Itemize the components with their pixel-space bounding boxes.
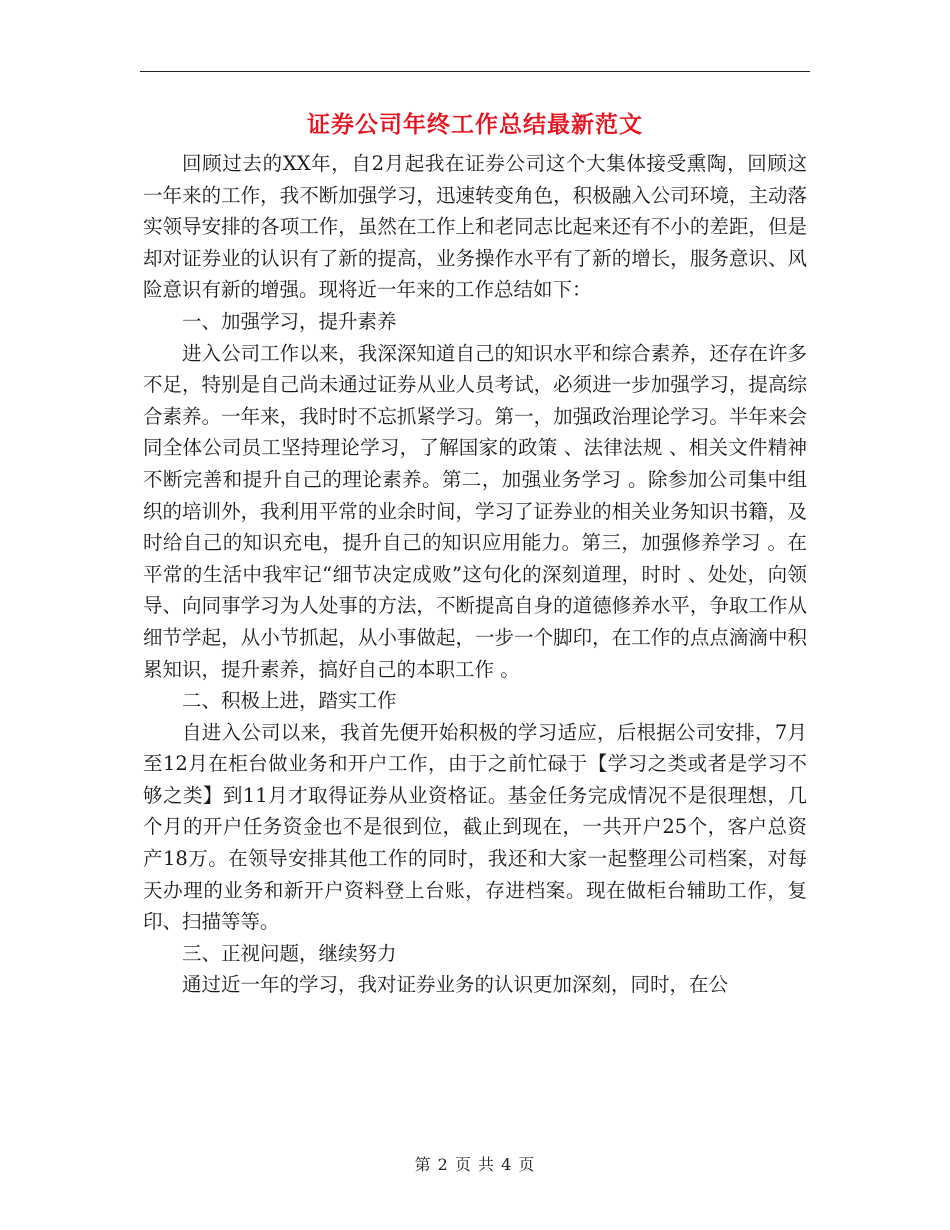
section-heading-2: 二、积极上进，踏实工作: [182, 689, 397, 713]
page-number-footer: 第 2 页 共 4 页: [414, 1155, 536, 1174]
document-body: [143, 148, 807, 1001]
paragraph-section-1: 进入公司工作以来，我深深知道自己的知识水平和综合素养，还存在许多不足，特别是自己尚未通过证券从业人员考试，必须进一步加强学习，提高综合素养。一年来，我时时不忘抓紧学习。第一，加强政治理论学习。半年来会同全体公司员工坚持理论学习，了解国家的政策 、法律法规 、相关文件精神不断完善和提升自己的理论素养。第二，加强业务学习 。除参加公司集中组织的培训外，我利用平常的业余时间，学习了证券业的相关业务知识书籍，及时给自己的知识充电，提升自己的知识应用能力。第三，加强修养学习 。在平常的生活中我牢记“细节决定成败”这句化的深刻道理，时时 、处处，向领导、向同事学习为人处事的方法，不断提高自身的道德修养水平，争取工作从细节学起，从小节抓起，从小事做起，一步一个脚印，在工作的点点滴滴中积累知识，提升素养，搞好自己的本职工作 。: [143, 341, 807, 681]
paragraph-section-3: 通过近一年的学习，我对证券业务的认识更加深刻，同时，在公: [182, 973, 729, 997]
section-heading-3: 三、正视问题，继续努力: [182, 941, 397, 965]
section-heading-1: 一、加强学习，提升素养: [182, 309, 397, 333]
document-title: 证券公司年终工作总结最新范文: [307, 111, 643, 138]
paragraph-section-2: 自进入公司以来，我首先便开始积极的学习适应，后根据公司安排，7月至12月在柜台做业务和开户工作，由于之前忙碌于【学习之类或者是学习不够之类】到11月才取得证券从业资格证。基金任务完成情况不是很理想，几个月的开户任务资金也不是很到位，截止到现在，一共开户25个，客户总资产18万。在领导安排其他工作的同时，我还和大家一起整理公司档案，对每天办理的业务和新开户资料登上台账，存进档案。现在做柜台辅助工作，复印、扫描等等。: [143, 720, 807, 934]
paragraph-intro: 回顾过去的XX年，自2月起我在证券公司这个大集体接受熏陶，回顾这一年来的工作，我不断加强学习，迅速转变角色，积极融入公司环境，主动落实领导安排的各项工作，虽然在工作上和老同志比起来还有不小的差距，但是却对证券业的认识有了新的提高，业务操作水平有了新的增长，服务意识、风险意识有新的增强。现将近一年来的工作总结如下：: [143, 152, 807, 302]
header-rule: [140, 71, 810, 72]
